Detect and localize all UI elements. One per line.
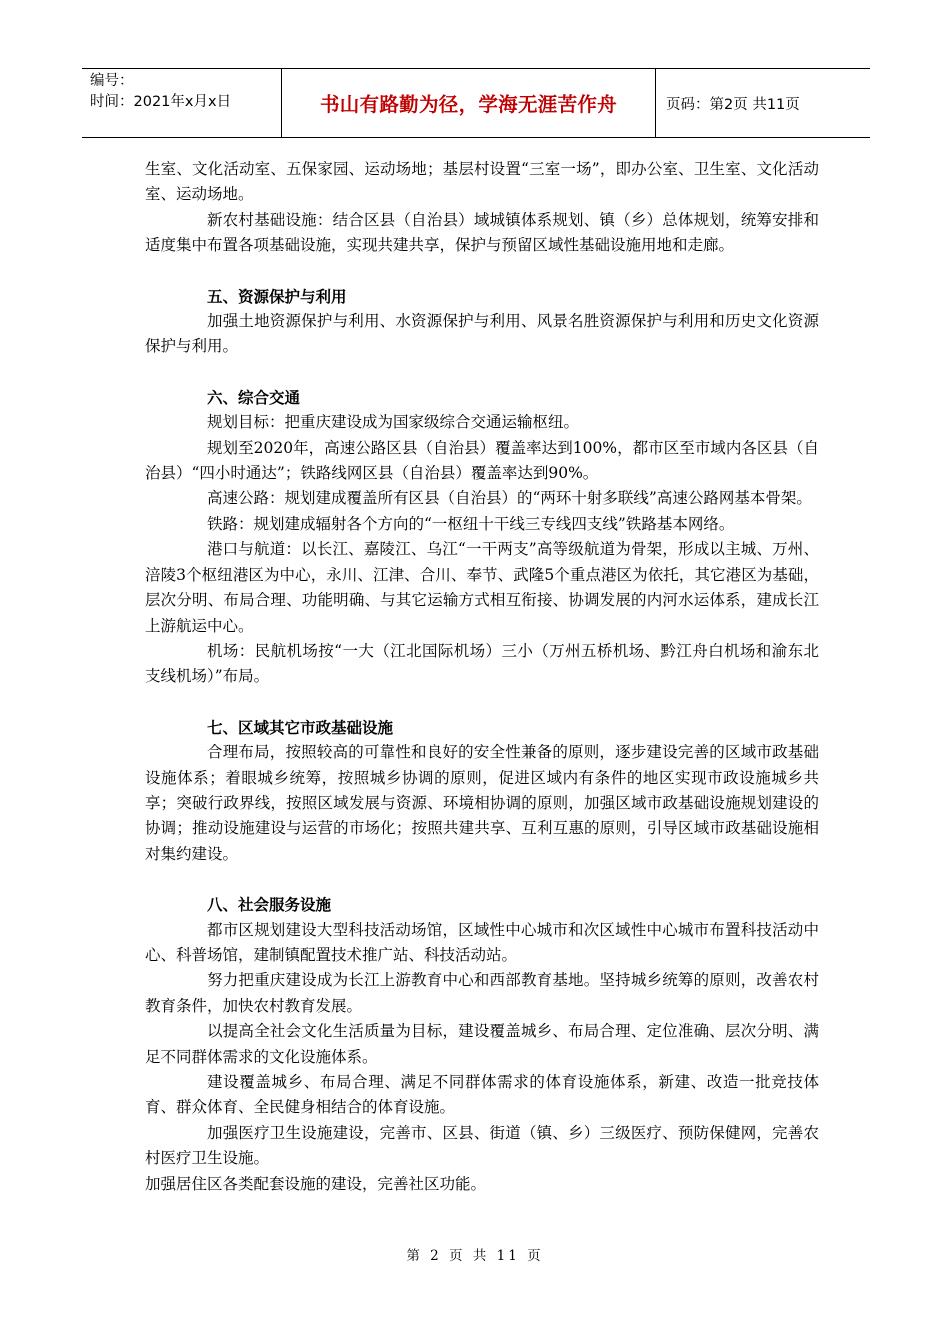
paragraph: 加强土地资源保护与利用、水资源保护与利用、风景名胜资源保护与利用和历史文化资源保护与利用。 [145, 312, 819, 356]
page-header [82, 68, 870, 138]
paragraph: 机场：民航机场按“一大（江北国际机场）三小（万州五桥机场、黔江舟白机场和渝东北支线机场）”布局。 [145, 641, 819, 686]
paragraph: 努力把重庆建设成为长江上游教育中心和西部教育基地。坚持城乡统筹的原则，改善农村教育条件，加快农村教育发展。 [145, 971, 819, 1015]
paragraph: 高速公路：规划建成覆盖所有区县（自治县）的“两环十射多联线”高速公路网基本骨架。 [207, 489, 812, 508]
page-footer: 第 2 页 共 11 页 [406, 1248, 544, 1264]
header-page-info: 页码：第2页 共11页 [666, 96, 800, 113]
section-heading: 七、区域其它市政基础设施 [207, 717, 394, 737]
paragraph: 以提高全社会文化生活质量为目标，建设覆盖城乡、布局合理、定位准确、层次分明、满足不同群体需求的文化设施体系。 [145, 1022, 819, 1066]
paragraph: 加强医疗卫生设施建设，完善市、区县、街道（镇、乡）三级医疗、预防保健网，完善农村医疗卫生设施。 [145, 1123, 819, 1168]
paragraph: 新农村基础设施：结合区县（自治县）域城镇体系规划、镇（乡）总体规划，统筹安排和适度集中布置各项基础设施，实现共建共享，保护与预留区域性基础设施用地和走廊。 [145, 210, 819, 255]
section-heading: 五、资源保护与利用 [207, 286, 347, 306]
paragraph: 建设覆盖城乡、布局合理、满足不同群体需求的体育设施体系，新建、改造一批竞技体育、群众体育、全民健身相结合的体育设施。 [145, 1073, 819, 1117]
paragraph: 合理布局，按照较高的可靠性和良好的安全性兼备的原则，逐步建设完善的区域市政基础设施体系；着眼城乡统筹，按照城乡协调的原则，促进区域内有条件的地区实现市政设施城乡共享；突破行政界线，按照区域发展与资源、环境相协调的原则，加强区域市政基础设施规划建设的协调；推动设施建设与运营的市场化；按照共建共享、互利互惠的原则，引导区域市政基础设施相对集约建设。 [145, 743, 819, 863]
header-motto: 书山有路勤为径，学海无涯苦作舟 [282, 69, 656, 137]
document-body [145, 157, 819, 1197]
section-heading: 八、社会服务设施 [207, 895, 332, 915]
header-meta [82, 69, 282, 137]
date-label: 时间：2021年x月x日 [90, 94, 232, 110]
paragraph: 港口与航道：以长江、嘉陵江、乌江“一干两支”高等级航道为骨架，形成以主城、万州、涪陵3个枢纽港区为中心，永川、江津、合川、奉节、武隆5个重点港区为依托，其它港区为基础，层次分明、布局合理、功能明确、与其它运输方式相互衔接、协调发展的内河水运体系，建成长江上游航运中心。 [145, 540, 819, 635]
section-heading: 六、综合交通 [207, 387, 301, 407]
paragraph: 加强居住区各类配套设施的建设，完善社区功能。 [145, 1174, 487, 1193]
paragraph: 都市区规划建设大型科技活动场馆，区域性中心城市和次区域性中心城市布置科技活动中心、科普场馆，建制镇配置技术推广站、科技活动站。 [145, 920, 819, 964]
paragraph: 生室、文化活动室、五保家园、运动场地；基层村设置“三室一场”，即办公室、卫生室、文化活动室、运动场地。 [145, 160, 819, 204]
paragraph: 规划至2020年，高速公路区县（自治县）覆盖率达到100%，都市区至市域内各区县（自治县）“四小时通达”；铁路线网区县（自治县）覆盖率达到90%。 [145, 438, 819, 483]
paragraph: 铁路：规划建成辐射各个方向的“一枢纽十干线三专线四支线”铁路基本网络。 [207, 514, 735, 533]
paragraph: 规划目标：把重庆建设成为国家级综合交通运输枢纽。 [207, 413, 580, 432]
serial-label: 编号： [90, 73, 134, 89]
